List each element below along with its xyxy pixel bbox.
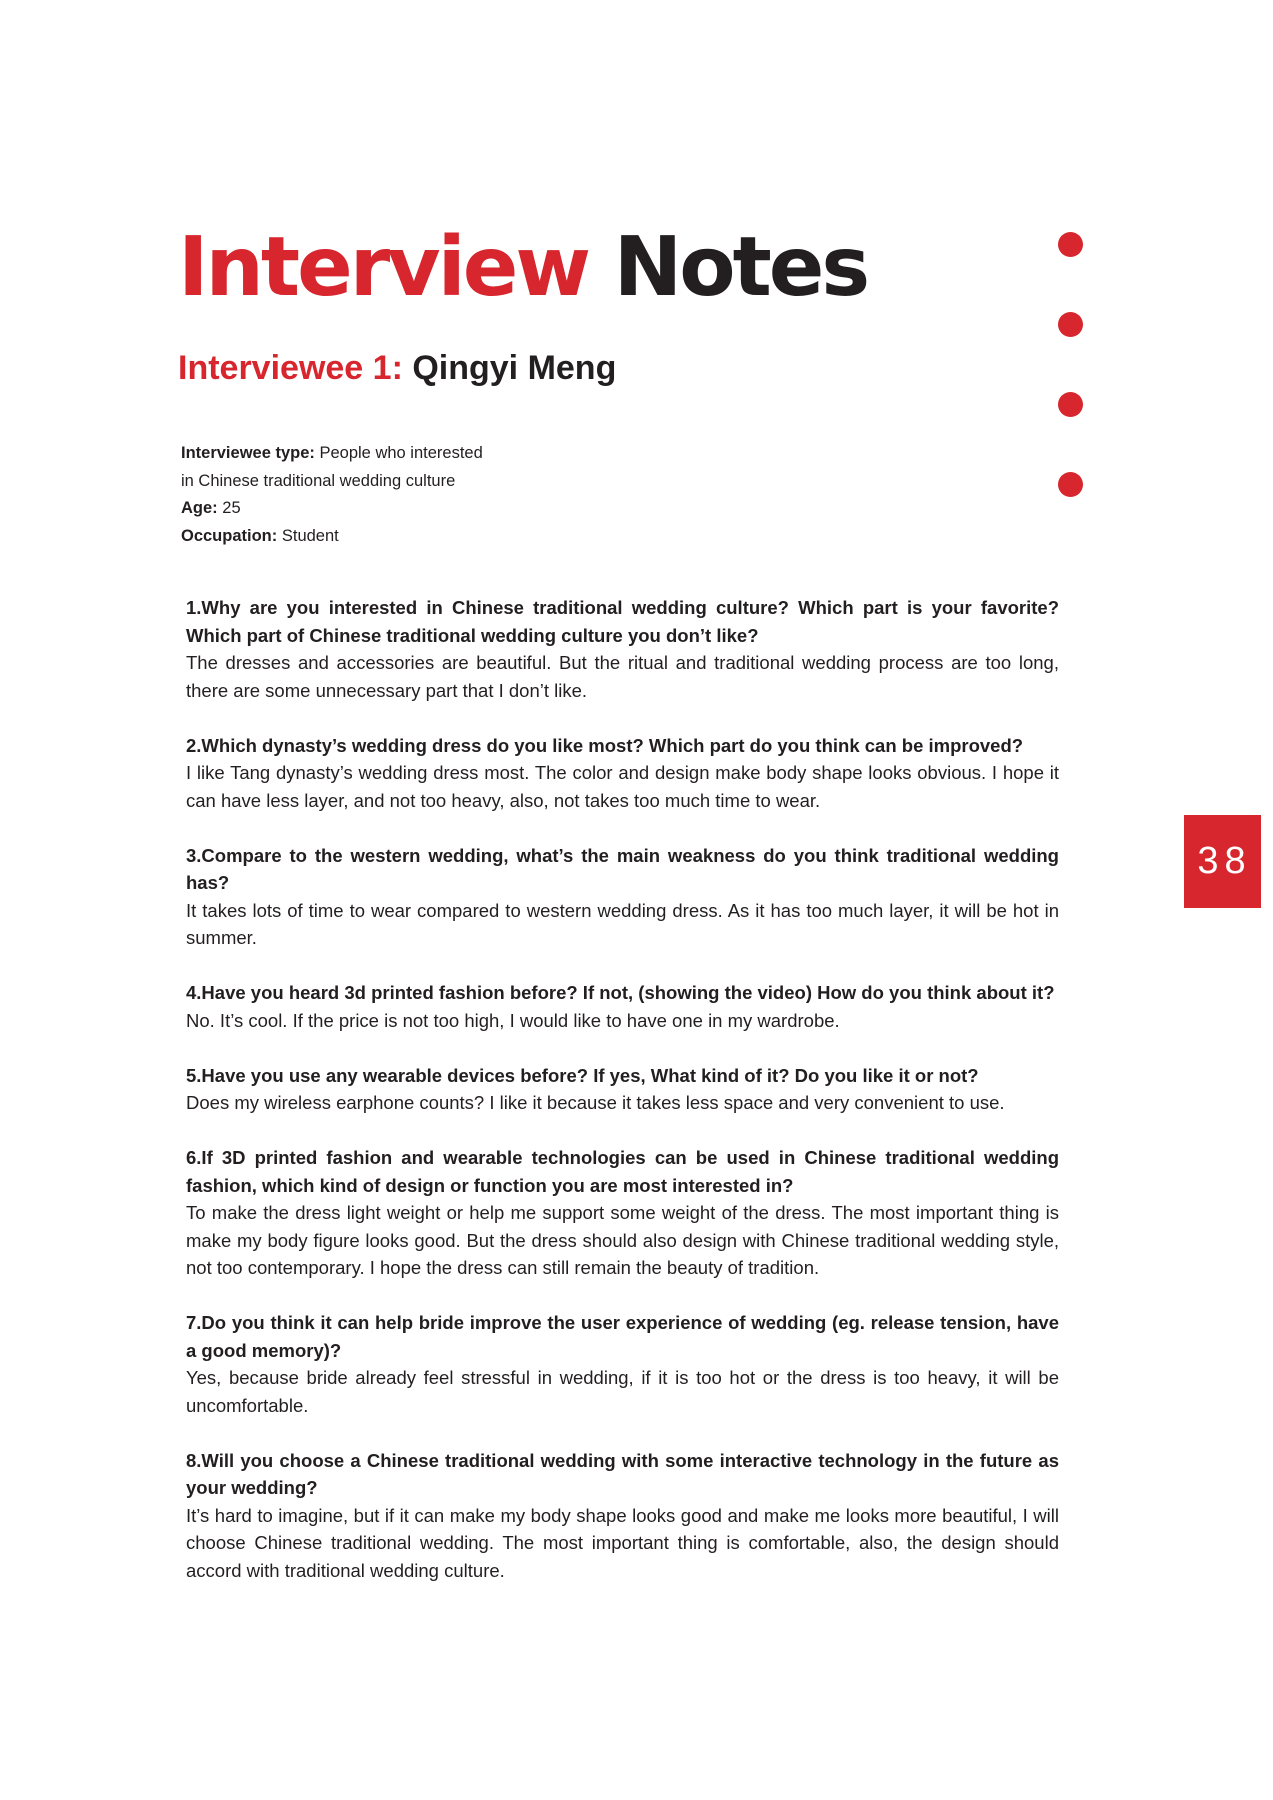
- qa-list: [186, 594, 1059, 1612]
- question-text: 3.Compare to the western wedding, what’s the main weakness do you think traditional wedding has?: [186, 844, 1059, 893]
- red-dot-icon: [1058, 472, 1083, 497]
- info-occupation-label: Occupation:: [181, 526, 278, 545]
- interviewee-name: Qingyi Meng: [412, 349, 617, 387]
- answer-text: To make the dress light weight or help me support some weight of the dress. The most important thing is make my body figure looks good. But the dress should also design with Chinese traditional wedding style, not too contemporary. I hope the dress can still remain the beauty of tradition.: [186, 1202, 1059, 1278]
- question-text: 7.Do you think it can help bride improve the user experience of wedding (eg. release tension, have a good memory)?: [186, 1312, 1059, 1361]
- red-dot-icon: [1058, 392, 1083, 417]
- question-text: 5.Have you use any wearable devices before? If yes, What kind of it? Do you like it or not?: [186, 1064, 979, 1086]
- qa-item: [186, 732, 1059, 815]
- answer-text: No. It’s cool. If the price is not too high, I would like to have one in my wardrobe.: [186, 1009, 840, 1031]
- interviewee-label: Interviewee 1:: [178, 349, 403, 387]
- info-type-line: [181, 440, 521, 468]
- question-text: 6.If 3D printed fashion and wearable technologies can be used in Chinese traditional wedding fashion, which kind of design or function you are most interested in?: [186, 1147, 1059, 1196]
- title-word-interview: Interview: [178, 220, 589, 315]
- info-type-value-2: in Chinese traditional wedding culture: [181, 471, 456, 490]
- qa-item: [186, 979, 1059, 1034]
- question-text: 2.Which dynasty’s wedding dress do you like most? Which part do you think can be improved?: [186, 734, 1024, 756]
- interviewee-info: [181, 440, 521, 550]
- info-type-value-1: People who interested: [319, 444, 483, 462]
- question-text: 4.Have you heard 3d printed fashion before? If not, (showing the video) How do you think about it?: [186, 982, 1055, 1003]
- page-title: [178, 218, 867, 318]
- info-age-value: 25: [222, 499, 241, 517]
- interviewee-heading: [178, 346, 616, 390]
- red-dot-icon: [1058, 312, 1083, 337]
- qa-item: [186, 1309, 1059, 1419]
- question-text: 1.Why are you interested in Chinese traditional wedding culture? Which part is your favorite? Which part of Chinese traditional wedding culture you don’t like?: [186, 597, 1059, 646]
- info-age-label: Age:: [181, 499, 218, 517]
- answer-text: It takes lots of time to wear compared to western wedding dress. As it has too much layer, it will be hot in summer.: [186, 899, 1059, 948]
- qa-item: [186, 842, 1059, 952]
- answer-text: I like Tang dynasty’s wedding dress most. The color and design make body shape looks obvious. I hope it can have less layer, and not too heavy, also, not takes too much time to wear.: [186, 762, 1059, 811]
- decorative-dots: [1058, 232, 1084, 552]
- answer-text: The dresses and accessories are beautiful. But the ritual and traditional wedding process are too long, there are some unnecessary part that I don’t like.: [186, 652, 1059, 701]
- qa-item: [186, 1062, 1059, 1117]
- info-type-label: Interviewee type:: [181, 444, 315, 462]
- title-word-notes: Notes: [613, 220, 868, 315]
- page-number-tab: 38: [1184, 815, 1261, 908]
- info-occupation-value: Student: [281, 526, 339, 545]
- answer-text: Yes, because bride already feel stressful in wedding, if it is too hot or the dress is too heavy, it will be uncomfortable.: [186, 1367, 1059, 1416]
- question-text: 8.Will you choose a Chinese traditional wedding with some interactive technology in the future as your wedding?: [186, 1449, 1059, 1498]
- qa-item: [186, 594, 1059, 704]
- answer-text: It’s hard to imagine, but if it can make my body shape looks good and make me looks more beautiful, I will choose Chinese traditional wedding. The most important thing is comfortable, also, the design should accord with traditional wedding culture.: [186, 1504, 1059, 1581]
- qa-item: [186, 1144, 1059, 1282]
- qa-item: [186, 1447, 1059, 1585]
- answer-text: Does my wireless earphone counts? I like it because it takes less space and very convenient to use.: [186, 1092, 1005, 1113]
- info-occupation-line: [181, 523, 521, 551]
- info-age-line: [181, 495, 521, 523]
- red-dot-icon: [1058, 232, 1083, 257]
